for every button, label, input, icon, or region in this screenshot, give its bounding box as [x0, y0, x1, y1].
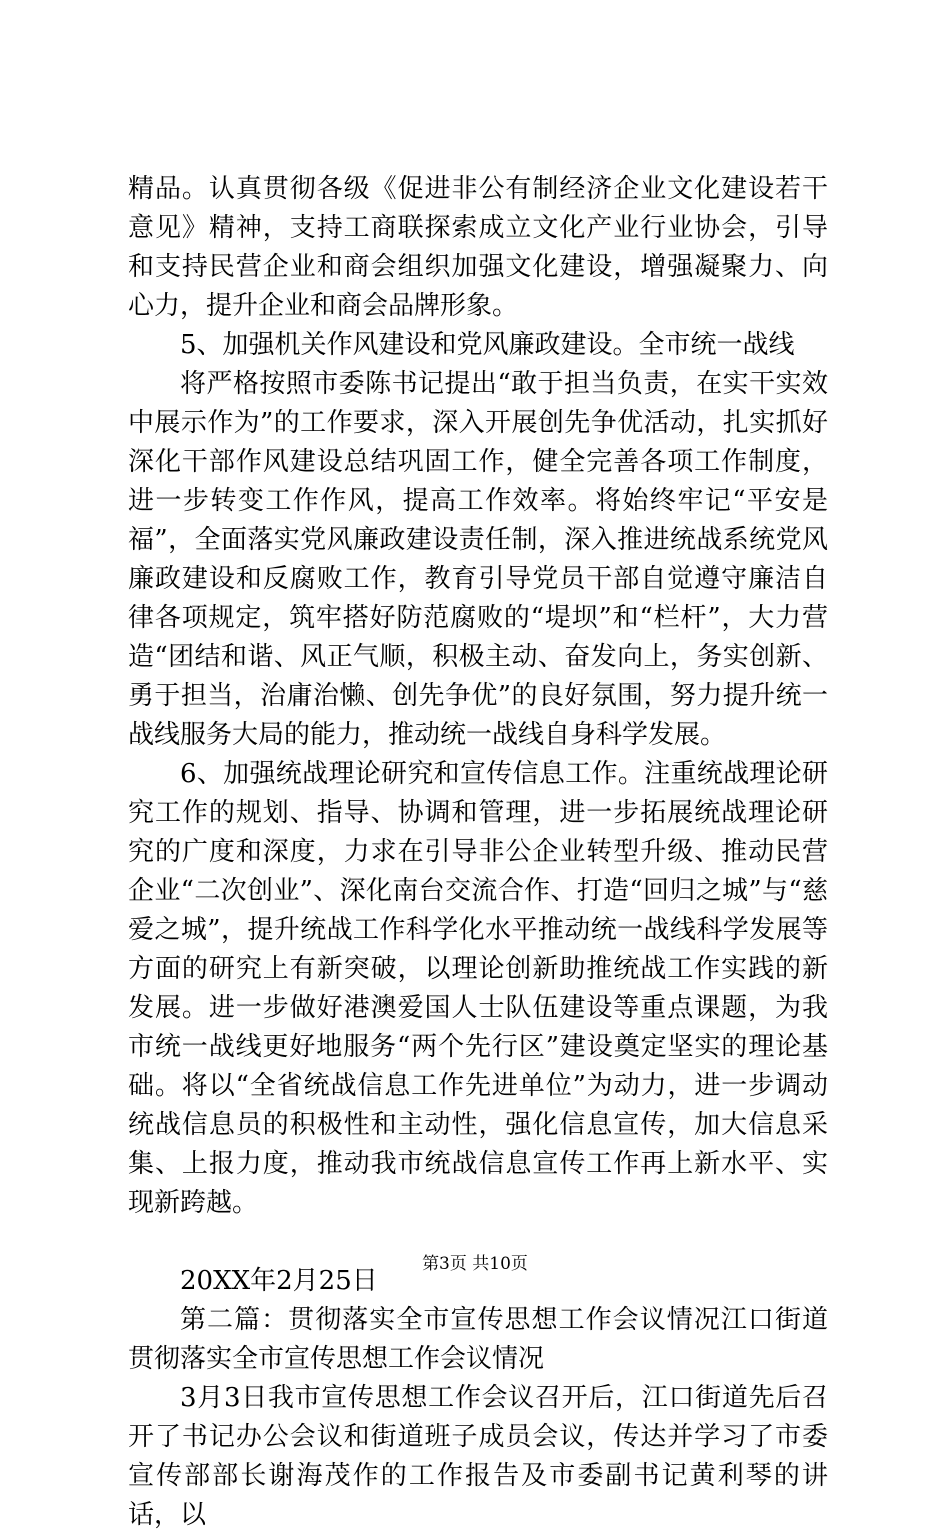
document-date: 20XX年2月25日 — [180, 1266, 378, 1296]
page-number-footer: 第3页 共10页 — [422, 1254, 528, 1274]
paragraph-item-5-heading: 5、加强机关作风建设和党风廉政建设。全市统一战线 — [180, 330, 795, 360]
paragraph-item-6: 6、加强统战理论研究和宣传信息工作。注重统战理论研究工作的规划、指导、协调和管理，进一步拓展统战理论研究的广度和深度，力求在引导非公企业转型升级、推动民营企业“二次创业”、深化南台交流合作、打造“回归之城”与“慈爱之城”，提升统战工作科学化水平推动统一战线科学发展等方面的研究上有新突破，以理论创新助推统战工作实践的新发展。进一步做好港澳爱国人士队伍建设等重点课题，为我市统一战线更好地服务“两个先行区”建设奠定坚实的理论基础。将以“全省统战信息工作先进单位”为动力，进一步调动统战信息员的积极性和主动性，强化信息宣传，加大信息采集、上报力度，推动我市统战信息宣传工作再上新水平、实现新跨越。 — [128, 759, 828, 1218]
section-title-part-two: 第二篇：贯彻落实全市宣传思想工作会议情况江口街道贯彻落实全市宣传思想工作会议情况 — [128, 1305, 828, 1374]
paragraph-continuation: 精品。认真贯彻各级《促进非公有制经济企业文化建设若干意见》精神，支持工商联探索成立文化产业行业协会，引导和支持民营企业和商会组织加强文化建设，增强凝聚力、向心力，提升企业和商会品牌形象。 — [128, 174, 828, 321]
paragraph-item-5-body: 将严格按照市委陈书记提出“敢于担当负责，在实干实效中展示作为”的工作要求，深入开展创先争优活动，扎实抓好深化干部作风建设总结巩固工作，健全完善各项工作制度，进一步转变工作作风，提高工作效率。将始终牢记“平安是福”，全面落实党风廉政建设责任制，深入推进统战系统党风廉政建设和反腐败工作，教育引导党员干部自觉遵守廉洁自律各项规定，筑牢搭好防范腐败的“堤坝”和“栏杆”，大力营造“团结和谐、风正气顺，积极主动、奋发向上，务实创新、勇于担当，治庸治懒、创先争优”的良好氛围，努力提升统一战线服务大局的能力，推动统一战线自身科学发展。 — [128, 369, 828, 750]
paragraph-part-two-body: 3月3日我市宣传思想工作会议召开后，江口街道先后召开了书记办公会议和街道班子成员会议，传达并学习了市委宣传部部长谢海茂作的工作报告及市委副书记黄利琴的讲话，以 — [128, 1383, 828, 1530]
document-body — [128, 170, 828, 1535]
